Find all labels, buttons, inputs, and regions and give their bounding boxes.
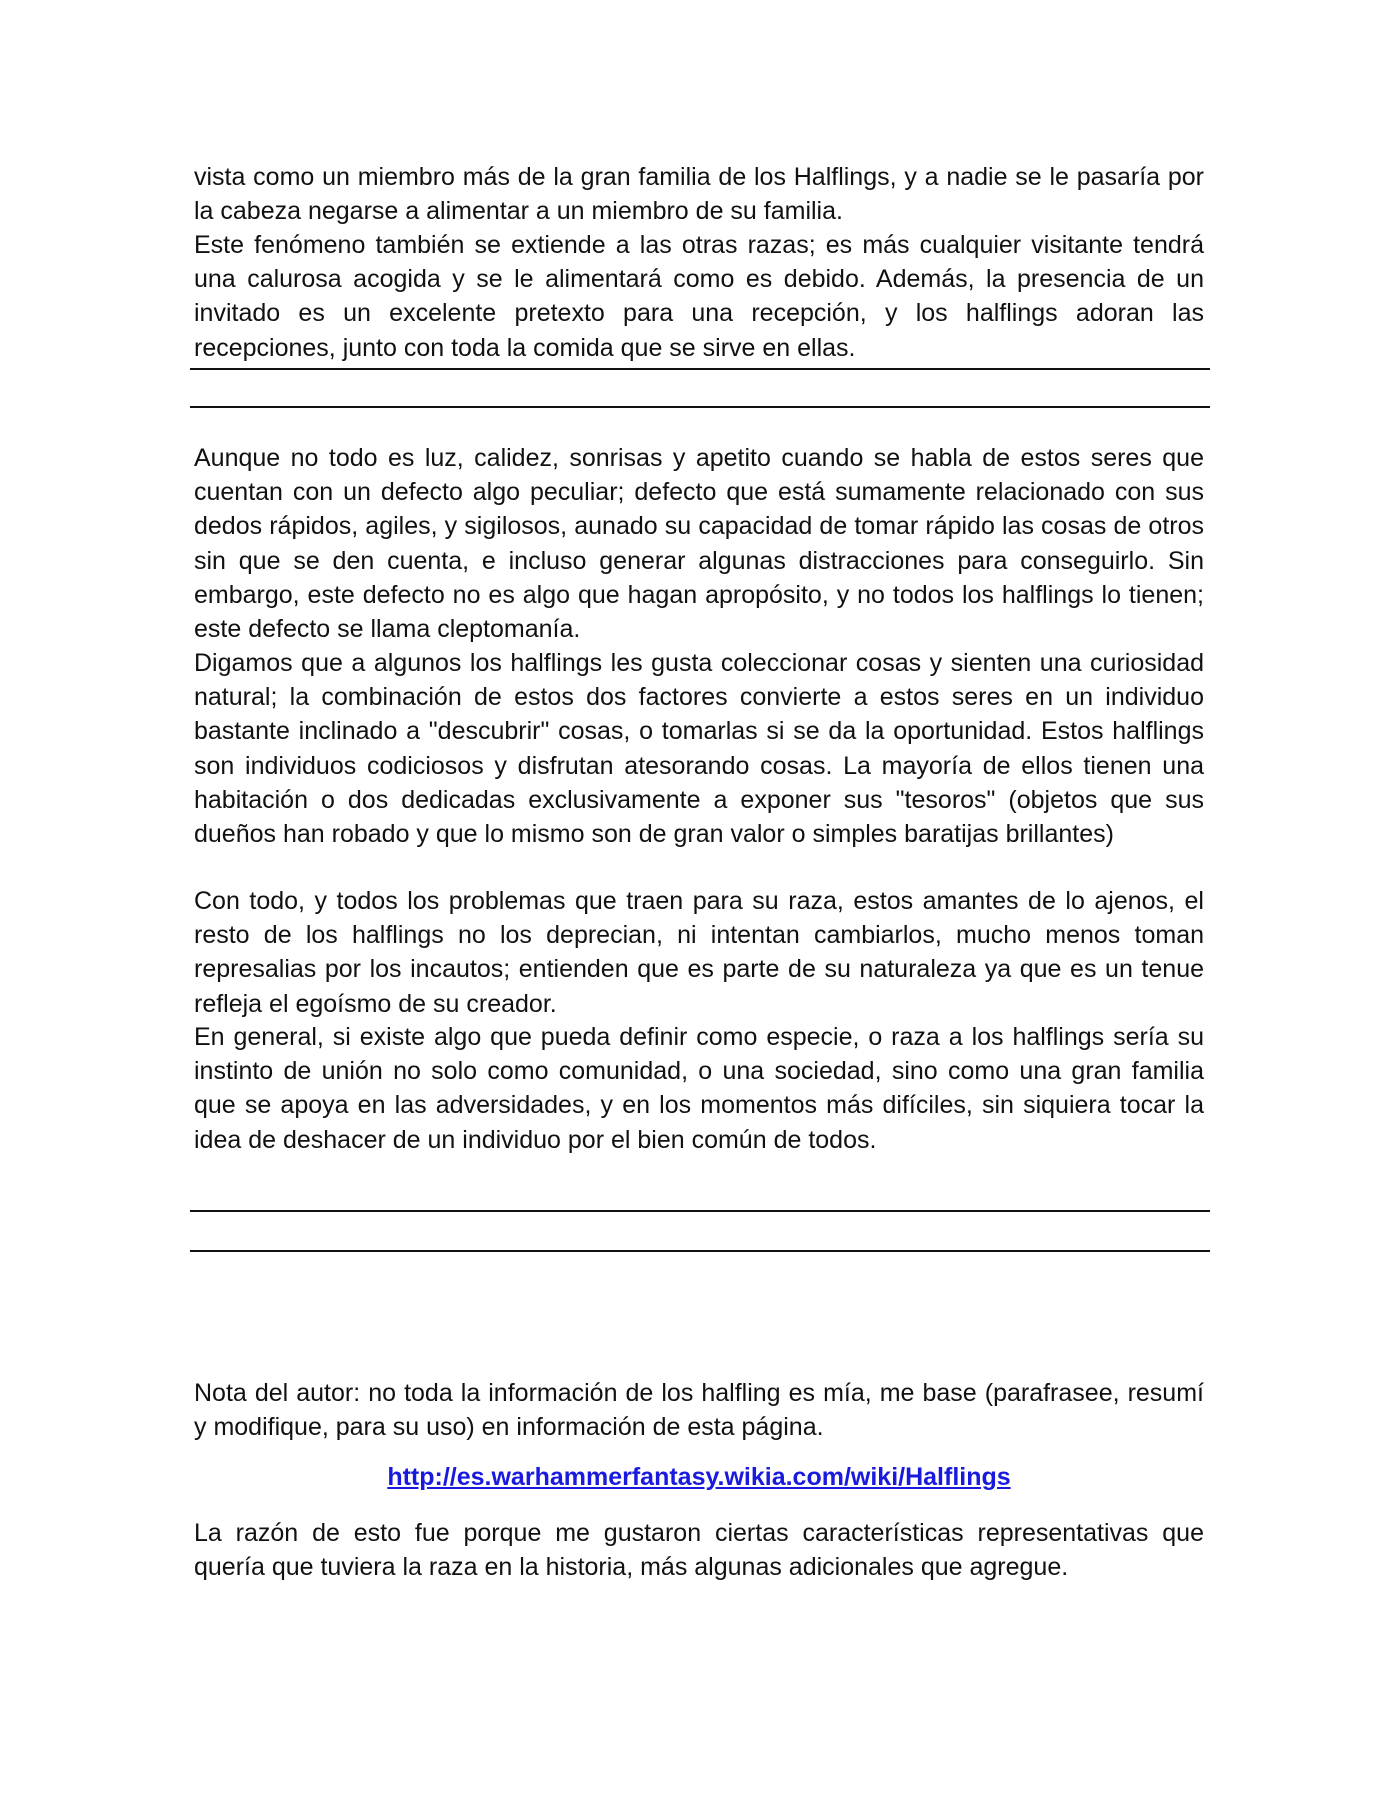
paragraph-kleptomania: Aunque no todo es luz, calidez, sonrisas y apetito cuando se habla de estos seres que cuentan con un defecto algo peculiar; defecto que está sumamente relacionado con sus dedos rápidos, agiles, y sigilosos, aunado su capacidad de tomar rápido las cosas de otros sin que se den cuenta, e incluso generar algunas distracciones para conseguirlo. Sin embargo, este defecto no es algo que hagan apropósito, y no todos los halflings lo tienen; este defecto se llama cleptomanía.	[194, 444, 1204, 644]
divider-line	[190, 406, 1210, 408]
paragraph-collectors: Digamos que a algunos los halflings les gusta coleccionar cosas y sienten una curiosidad natural; la combinación de estos dos factores convierte a estos seres en un individuo bastante inclinado a "descubrir" cosas, o tomarlas si se da la oportunidad. Estos halflings son individuos codiciosos y disfrutan atesorando cosas. La mayoría de ellos tienen una habitación o dos dedicadas exclusivamente a exponer sus "tesoros" (objetos que sus dueños han robado y que lo mismo son de gran valor o simples baratijas brillantes)	[194, 649, 1204, 849]
source-link[interactable]: http://es.warhammerfantasy.wikia.com/wiki/Halflings	[387, 1463, 1011, 1491]
divider-line	[190, 1210, 1210, 1212]
author-closing: La razón de esto fue porque me gustaron ciertas características representativas que quería que tuviera la raza en la historia, más algunas adicionales que agregue.	[194, 1519, 1204, 1582]
divider-line	[190, 1250, 1210, 1252]
paragraph-family-hospitality: vista como un miembro más de la gran familia de los Halflings, y a nadie se le pasaría por la cabeza negarse a alimentar a un miembro de su familia.	[194, 163, 1204, 226]
paragraph-visitors-receptions: Este fenómeno también se extiende a las otras razas; es más cualquier visitante tendrá una calurosa acogida y se le alimentará como es debido. Además, la presencia de un invitado es un excelente pretexto para una recepción, y los halflings adoran las recepciones, junto con toda la comida que se sirve en ellas.	[194, 231, 1204, 362]
author-note: Nota del autor: no toda la información de los halfling es mía, me base (parafrasee, resumí y modifique, para su uso) en información de esta página.	[194, 1379, 1204, 1442]
paragraph-tolerance: Con todo, y todos los problemas que traen para su raza, estos amantes de lo ajenos, el resto de los halflings no los deprecian, ni intentan cambiarlos, mucho menos toman represalias por los incautos; entienden que es parte de su naturaleza ya que es un tenue refleja el egoísmo de su creador.	[194, 887, 1204, 1018]
divider-line	[190, 368, 1210, 370]
source-link-line	[194, 1460, 1204, 1494]
paragraph-unity: En general, si existe algo que pueda definir como especie, o raza a los halflings sería su instinto de unión no solo como comunidad, o una sociedad, sino como una gran familia que se apoya en las adversidades, y en los momentos más difíciles, sin siquiera tocar la idea de deshacer de un individuo por el bien común de todos.	[194, 1023, 1204, 1154]
